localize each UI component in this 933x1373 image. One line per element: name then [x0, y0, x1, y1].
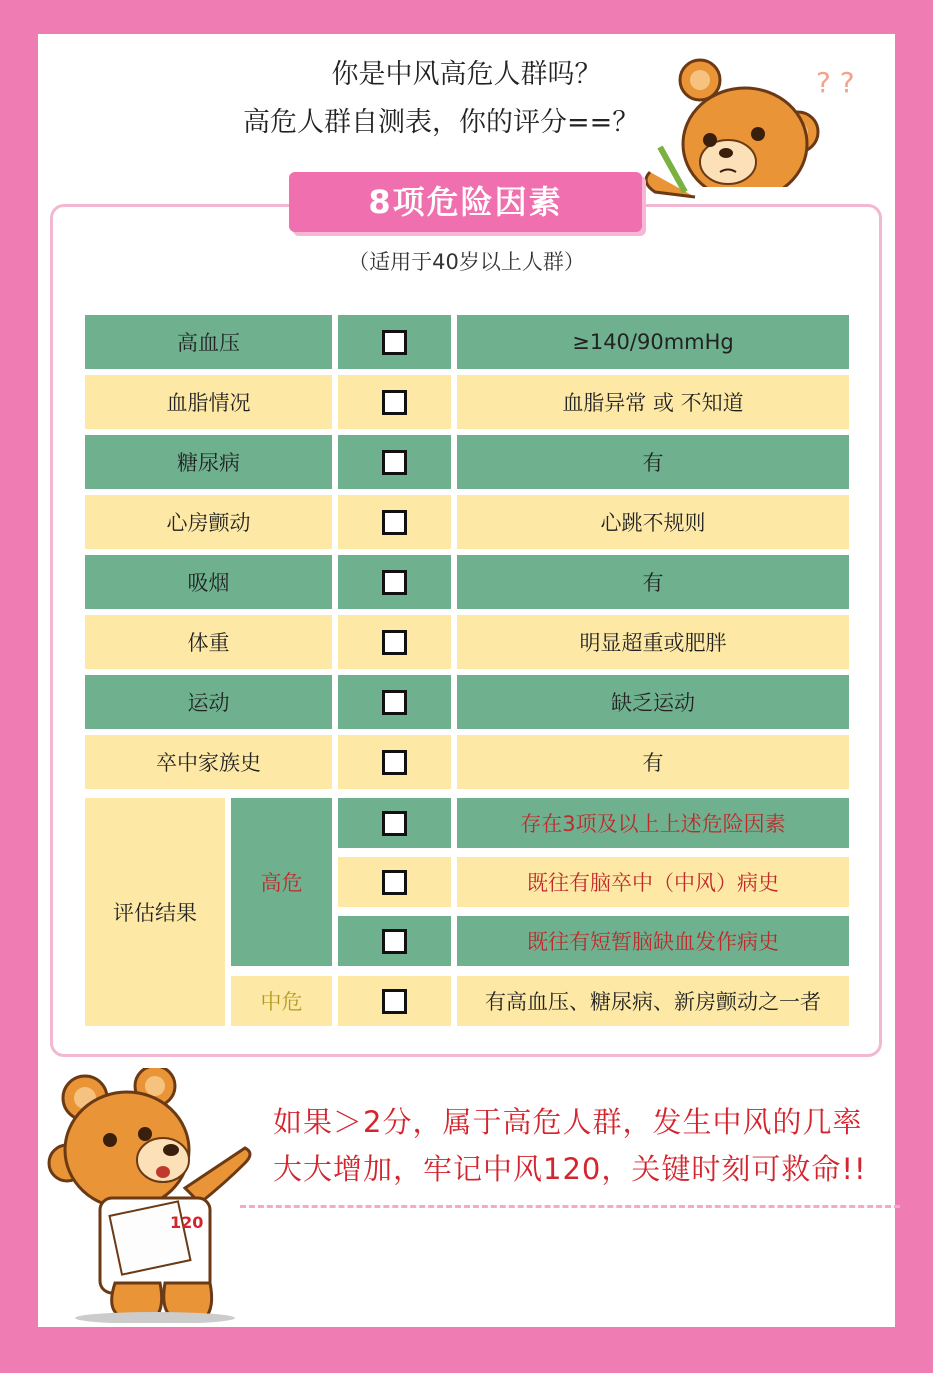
factor-description: 明显超重或肥胖 [579, 631, 727, 655]
factor-description-cell [457, 495, 849, 549]
factor-name-cell [85, 555, 332, 609]
badge-120-text: 120 [170, 1213, 204, 1232]
card-title: 8项危险因素 [289, 172, 642, 232]
factor-name: 体重 [187, 631, 230, 655]
high-risk-item: 既往有短暂脑缺血发作病史 [527, 930, 779, 954]
factor-name: 血脂情况 [166, 391, 251, 415]
factor-name: 吸烟 [187, 571, 230, 595]
factor-checkbox-cell [338, 495, 451, 549]
high-risk-checkbox-cell [338, 798, 451, 848]
checkbox[interactable] [382, 989, 407, 1014]
high-risk-label: 高危 [260, 871, 303, 895]
factor-checkbox-cell [338, 615, 451, 669]
checkbox[interactable] [382, 929, 407, 954]
checkbox[interactable] [382, 510, 407, 535]
checkbox[interactable] [382, 390, 407, 415]
factor-name-cell [85, 315, 332, 369]
factor-checkbox-cell [338, 735, 451, 789]
factor-description-cell [457, 435, 849, 489]
checkbox[interactable] [382, 870, 407, 895]
question-line-2: 高危人群自测表，你的评分==？ [243, 107, 640, 138]
factor-description-cell [457, 615, 849, 669]
checkbox[interactable] [382, 690, 407, 715]
factor-checkbox-cell [338, 315, 451, 369]
high-risk-checkbox-cell [338, 857, 451, 907]
factor-name-cell [85, 435, 332, 489]
factor-description: 有 [642, 751, 664, 775]
factor-name: 心房颤动 [166, 511, 251, 535]
factor-name: 糖尿病 [177, 451, 240, 475]
factor-name-cell [85, 735, 332, 789]
question-marks-text: ? ? [816, 66, 855, 99]
mid-risk-checkbox-cell [338, 976, 451, 1026]
factor-name: 运动 [187, 691, 230, 715]
factor-description-cell [457, 675, 849, 729]
factor-description-cell [457, 555, 849, 609]
conclusion-line-2: 大大增加，牢记中风120，关键时刻可救命!! [273, 1152, 867, 1186]
factor-name: 卒中家族史 [156, 751, 261, 775]
factor-name-cell [85, 615, 332, 669]
checkbox[interactable] [382, 330, 407, 355]
factor-checkbox-cell [338, 555, 451, 609]
dashed-divider [240, 1205, 900, 1208]
mid-risk-label: 中危 [260, 990, 303, 1014]
high-risk-item-cell [457, 916, 849, 966]
high-risk-label-cell [231, 798, 332, 966]
card-subtitle: （适用于40岁以上人群） [348, 250, 585, 274]
assessment-label-cell [85, 798, 225, 1026]
factor-checkbox-cell [338, 375, 451, 429]
checkbox[interactable] [382, 570, 407, 595]
factor-description: 血脂异常 或 不知道 [562, 391, 744, 415]
high-risk-item: 存在3项及以上上述危险因素 [520, 812, 786, 836]
checkbox[interactable] [382, 811, 407, 836]
factor-description: ≥140/90mmHg [572, 330, 734, 354]
factor-name-cell [85, 495, 332, 549]
high-risk-item: 既往有脑卒中（中风）病史 [527, 871, 779, 895]
question-line-1: 你是中风高危人群吗？ [331, 59, 602, 90]
mid-risk-item-cell [457, 976, 849, 1026]
factor-checkbox-cell [338, 675, 451, 729]
thinking-bear-illustration [640, 52, 870, 207]
checkbox[interactable] [382, 450, 407, 475]
conclusion-line-1: 如果＞2分，属于高危人群，发生中风的几率 [273, 1105, 863, 1139]
mid-risk-item: 有高血压、糖尿病、新房颤动之一者 [485, 990, 821, 1014]
factor-checkbox-cell [338, 435, 451, 489]
pointing-bear-illustration [45, 1068, 260, 1323]
factor-description-cell [457, 375, 849, 429]
factor-name: 高血压 [177, 331, 240, 355]
factor-description-cell [457, 735, 849, 789]
high-risk-item-cell [457, 798, 849, 848]
assessment-label: 评估结果 [113, 901, 197, 925]
factor-description-cell [457, 315, 849, 369]
mid-risk-label-cell [231, 976, 332, 1026]
high-risk-checkbox-cell [338, 916, 451, 966]
factor-description: 有 [642, 451, 664, 475]
factor-description: 缺乏运动 [611, 691, 695, 715]
factor-name-cell [85, 375, 332, 429]
factor-name-cell [85, 675, 332, 729]
factor-description: 心跳不规则 [600, 511, 706, 535]
high-risk-item-cell [457, 857, 849, 907]
checkbox[interactable] [382, 750, 407, 775]
factor-description: 有 [642, 571, 664, 595]
checkbox[interactable] [382, 630, 407, 655]
